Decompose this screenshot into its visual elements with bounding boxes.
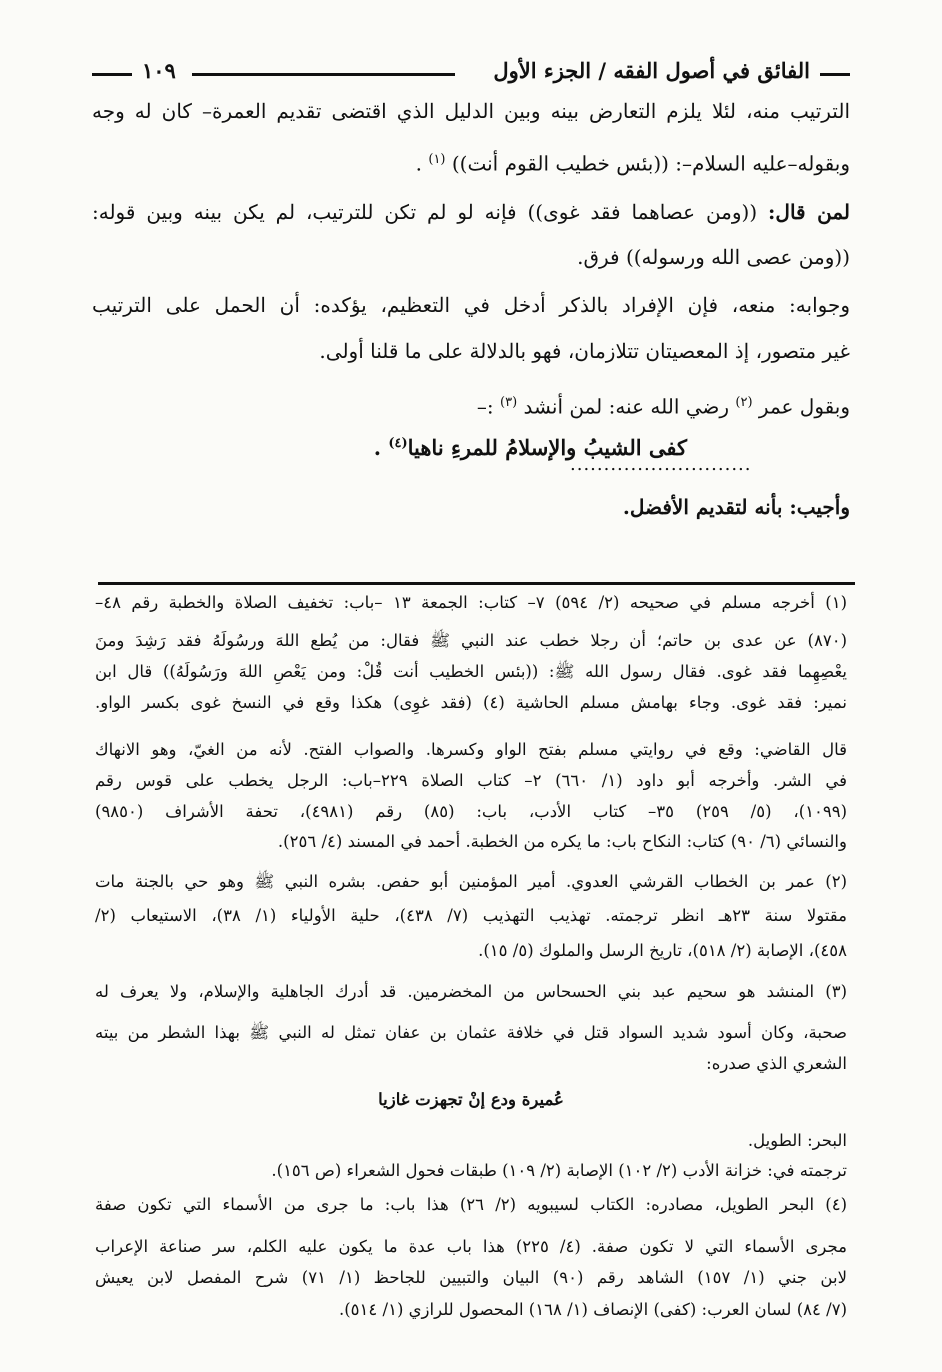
- body-line-6: غير متصور، إذ المعصيتان تتلازمان، فهو بالدلالة على ما قلنا أولى.: [319, 339, 850, 363]
- running-header: [92, 58, 850, 88]
- footnote-4-line-3: لابن جني (١/ ١٥٧) الشاهد رقم (٩٠) البيان والتبيين للجاحظ (١/ ٧١) شرح المفصل لابن يعيش: [95, 1268, 847, 1287]
- body-line-1: الترتيب منه، لئلا يلزم التعارض بينه وبين الدليل الذي اقتضى تقديم العمرة– كان له وجه: [92, 99, 850, 123]
- verse-text: كفى الشيبُ والإسلامُ للمرءِ ناهيا: [407, 435, 687, 460]
- footnote-3-line-1: (٣) المنشد هو سحيم عبد بني الحسحاس من المخضرمين. قد أدرك الجاهلية والإسلام، ولا يعرف له: [95, 982, 847, 1001]
- footnote-1-line-2: (٨٧٠) عن عدى بن حاتم؛ أن رجلا خطب عند النبي ﷺ فقال: من يُطع اللهَ ورسُولَهُ فقد رَشِدَ ومنَ: [95, 631, 847, 650]
- footnote-4-line-4: (٧/ ٨٤) لسان العرب: (كفى) الإنصاف (١/ ١٦٨) المحصول للرازي (١/ ٥١٤).: [338, 1300, 847, 1319]
- header-rule-left: [92, 73, 132, 76]
- header-title: الفائق في أصول الفقه / الجزء الأول: [493, 58, 810, 83]
- footnote-3-line-4: البحر: الطويل.: [747, 1131, 847, 1150]
- footnote-ref-3: (٣): [500, 395, 518, 410]
- footnote-4-line-2: مجرى الأسماء التي لا تكون صفة. (٤/ ٢٢٥) هذا باب عدة ما يكون عليه الكلم، سر صناعة الإعراب: [95, 1237, 847, 1256]
- body-line-3: [92, 197, 850, 227]
- footnote-1-line-6: في الشر. وأخرجه أبو داود (١/ ٦٦٠) ٢– كتاب الصلاة ٢٢٩–باب: الرجل يخطب على قوس رقم: [95, 771, 847, 790]
- body-line-3-lead: لمن قال:: [768, 200, 850, 224]
- body-line-3-text: ((ومن عصاهما فقد غوى)) فإنه لو لم تكن للترتيب، لم يكن بينه وبين قوله:: [92, 200, 758, 224]
- body-line-2: وبقوله–عليه السلام–: ((بئس خطيب القوم أنت)) $^{(١)}$ .: [415, 151, 850, 176]
- header-rule-middle: [192, 73, 455, 76]
- body-answer: وأجيب: بأنه لتقديم الأفضل.: [622, 495, 850, 519]
- body-line-7a: وبقول عمر: [758, 394, 850, 419]
- footnote-3-line-2: صحبة، وكان أسود شديد السواد قتل في خلافة عثمان بن عفان تمثل له النبي ﷺ بهذا الشطر من بيته: [95, 1023, 847, 1042]
- footnote-separator: [98, 582, 855, 585]
- footnote-1-line-8: والنسائي (٦/ ٩٠) كتاب: النكاح باب: ما يكره من الخطبة. أحمد في المسند (٤/ ٢٥٦).: [277, 832, 847, 851]
- footnote-3-line-5: ترجمته في: خزانة الأدب (٢/ ١٠٢) الإصابة (٢/ ١٠٩) طبقات فحول الشعراء (ص ١٥٦).: [271, 1161, 847, 1180]
- footnote-1-line-4: نمير: فقد غوى. وجاء بهامش مسلم الحاشية (٤) (فقد غوِى) هكذا وقع في النسخ غوى بكسر الواو.: [95, 693, 847, 712]
- body-line-2-text: وبقوله–عليه السلام–: ((بئس خطيب القوم أنت)): [451, 151, 850, 176]
- footnote-2-line-3: ٤٥٨)، الإصابة (٢/ ٥١٨)، تاريخ الرسل والملوك (٥/ ١٥).: [478, 941, 847, 960]
- body-line-5: وجوابه: منعه، فإن الإفراد بالذكر أدخل في التعظيم، يؤكده: أن الحمل على الترتيب: [92, 293, 850, 317]
- footnote-ref-4: (٤): [388, 436, 408, 451]
- footnote-ref-2: (٢): [735, 395, 753, 410]
- footnote-ref-1: (١): [428, 152, 446, 167]
- body-line-7c: :–: [476, 394, 494, 419]
- verse-ellipsis: ...........................: [570, 454, 752, 475]
- footnote-3-line-3: الشعري الذي صدره:: [706, 1054, 847, 1073]
- page-number: ١٠٩: [142, 58, 176, 83]
- footnote-2-line-2: مقتولا سنة ٢٣هـ انظر ترجمته. تهذيب التهذيب (٧/ ٤٣٨)، حلية الأولياء (١/ ٣٨)، الاستيعاب (٢/: [95, 906, 847, 925]
- footnote-1-line-7: (١٠٩٩)، (٥/ ٢٥٩) ٣٥– كتاب الأدب، باب: (٨٥) رقم (٤٩٨١)، تحفة الأشراف (٩٨٥٠): [95, 802, 847, 821]
- body-line-7: [92, 388, 850, 422]
- footnote-1-line-3: يعْصِهِما فقد غوى. فقال رسول الله ﷺ: ((بئس الخطيب أنت قُلْ: ومن يَعْصِ اللهَ ورَسُولَهُ)) قال ابن: [95, 662, 847, 681]
- footnote-3-verse: عُميرة ودع إنْ تجهزت غازيا: [378, 1090, 564, 1109]
- verse-hemistich: كفى الشيبُ والإسلامُ للمرءِ ناهيا$^{(٤)}$ .: [373, 435, 687, 460]
- body-line-7b: رضي الله عنه: لمن أنشد: [523, 394, 730, 419]
- footnote-1-line-1: (١) أخرجه مسلم في صحيحه (٢/ ٥٩٤) ٧– كتاب: الجمعة ١٣ –باب: تخفيف الصلاة والخطبة رقم ٤٨–: [95, 593, 847, 612]
- footnote-4-line-1: (٤) البحر الطويل، مصادره: الكتاب لسيبويه (٢/ ٢٦) هذا باب: ما جرى من الأسماء التي تكون صفة: [95, 1195, 847, 1214]
- footnote-1-line-5: قال القاضي: وقع في روايتي مسلم بفتح الواو وكسرها. والصواب الفتح. لأنه من الغيّ، وهو الانهاك: [95, 740, 847, 759]
- header-rule-right: [820, 73, 850, 76]
- body-line-4: ((ومن عصى الله ورسوله)) فرق.: [577, 245, 850, 269]
- footnote-2-line-1: (٢) عمر بن الخطاب القرشي العدوي. أمير المؤمنين أبو حفص. بشره النبي ﷺ وهو حي بالجنة مات: [95, 872, 847, 891]
